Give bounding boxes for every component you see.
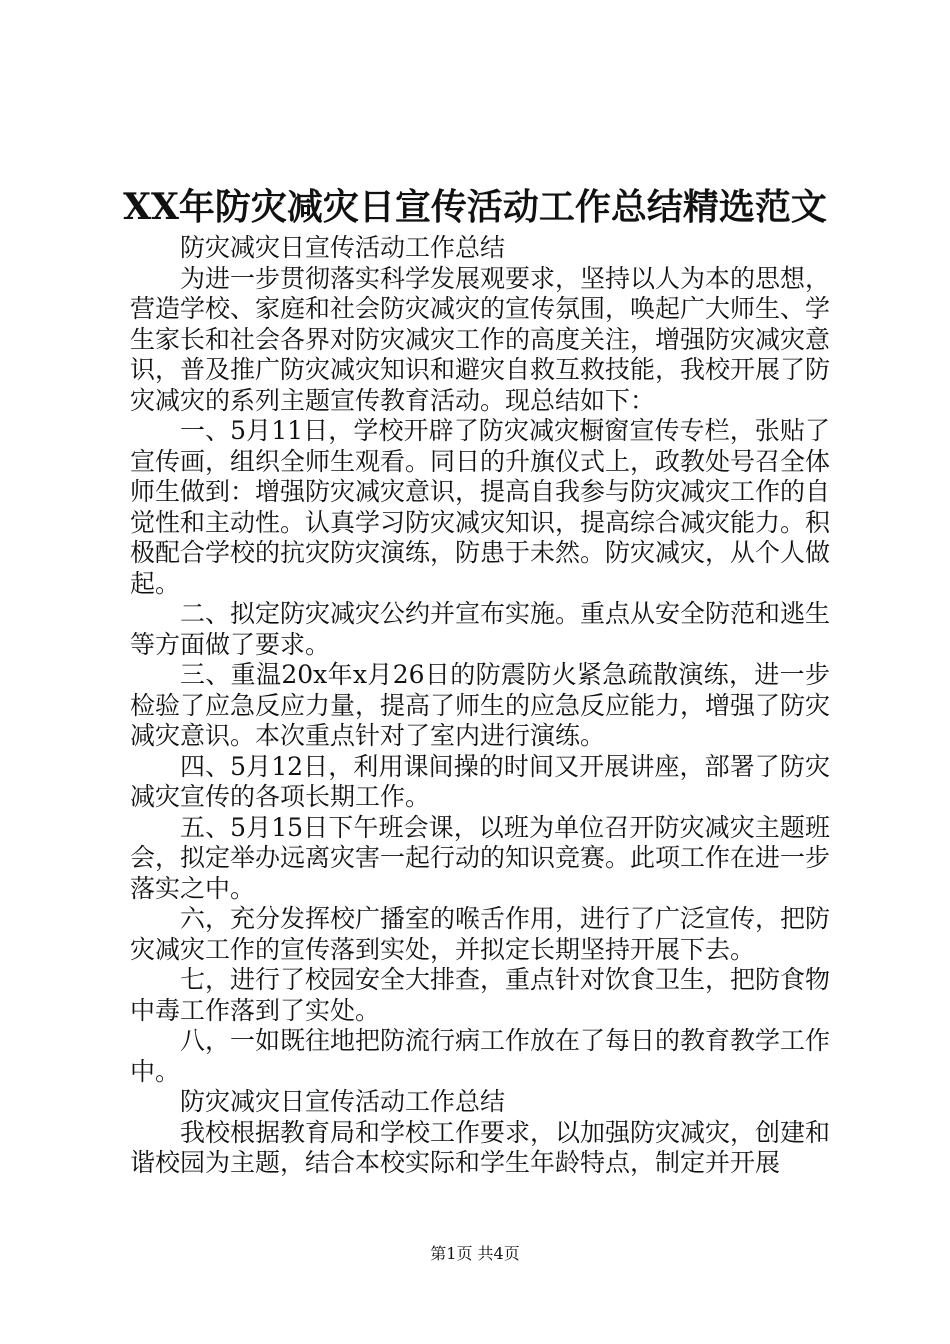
document-title: XX年防灾减灾日宣传活动工作总结精选范文 <box>123 186 827 228</box>
paragraph-item-8: 八，一如既往地把防流行病工作放在了每日的教育教学工作中。 <box>130 1026 831 1086</box>
document-body <box>130 233 830 1179</box>
paragraph-item-4: 四、5月12日，利用课间操的时间又开展讲座，部署了防灾减灾宣传的各项长期工作。 <box>130 751 830 811</box>
section-heading: 防灾减灾日宣传活动工作总结 <box>180 233 506 262</box>
page-footer: 第1页 共4页 <box>430 1244 520 1263</box>
section-heading: 防灾减灾日宣传活动工作总结 <box>180 1087 506 1116</box>
paragraph-item-3: 三、重温20x年x月26日的防震防火紧急疏散演练，进一步检验了应急反应力量，提高了师生的应急反应能力，增强了防灾减灾意识。本次重点针对了室内进行演练。 <box>130 660 831 750</box>
paragraph-item-6: 六，充分发挥校广播室的喉舌作用，进行了广泛宣传，把防灾减灾工作的宣传落到实处，并拟定长期坚持开展下去。 <box>130 904 831 964</box>
paragraph-item-7: 七，进行了校园安全大排查，重点针对饮食卫生，把防食物中毒工作落到了实处。 <box>130 965 831 1025</box>
paragraph-intro: 为进一步贯彻落实科学发展观要求，坚持以人为本的思想，营造学校、家庭和社会防灾减灾的宣传氛围，唤起广大师生、学生家长和社会各界对防灾减灾工作的高度关注，增强防灾减灾意识，普及推广防灾减灾知识和避灾自救互救技能，我校开展了防灾减灾的系列主题宣传教育活动。现总结如下： <box>130 263 831 415</box>
paragraph-item-1: 一、5月11日，学校开辟了防灾减灾橱窗宣传专栏，张贴了宣传画，组织全师生观看。同日的升旗仪式上，政教处号召全体师生做到：增强防灾减灾意识，提高自我参与防灾减灾工作的自觉性和主动性。认真学习防灾减灾知识，提高综合减灾能力。积极配合学校的抗灾防灾演练，防患于未然。防灾减灾，从个人做起。 <box>130 416 831 598</box>
paragraph-item-2: 二、拟定防灾减灾公约并宣布实施。重点从安全防范和逃生等方面做了要求。 <box>130 599 831 659</box>
paragraph-second-intro: 我校根据教育局和学校工作要求，以加强防灾减灾，创建和谐校园为主题，结合本校实际和学生年龄特点，制定并开展 <box>130 1117 831 1177</box>
paragraph-item-5: 五、5月15日下午班会课，以班为单位召开防灾减灾主题班会，拟定举办远离灾害一起行动的知识竞赛。此项工作在进一步落实之中。 <box>130 812 831 903</box>
